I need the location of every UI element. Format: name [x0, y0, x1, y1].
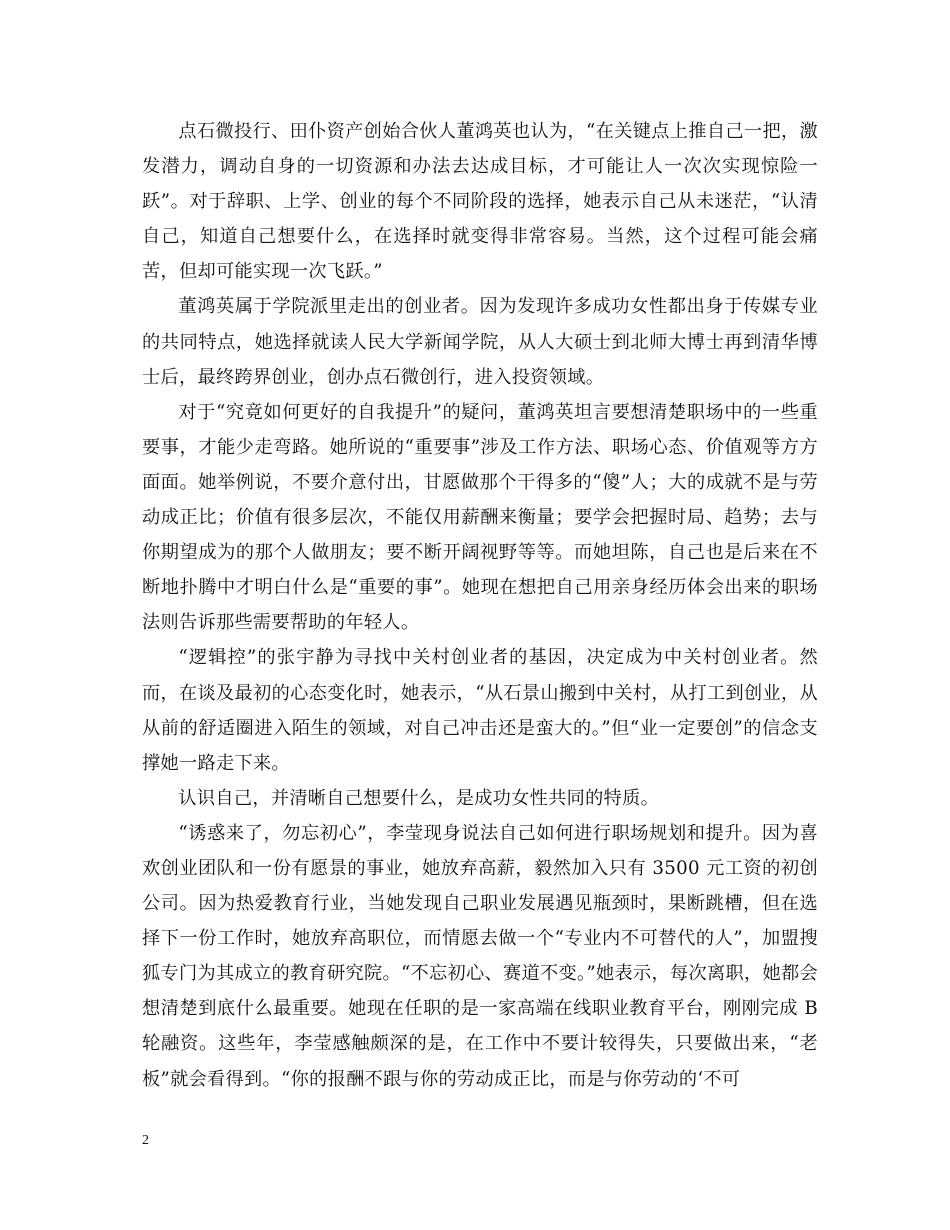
- paragraph: 对于“究竟如何更好的自我提升”的疑问，董鸿英坦言要想清楚职场中的一些重要事，才能少走弯路。她所说的“重要事”涉及工作方法、职场心态、价值观等方方面面。她举例说，不要介意付出，甘愿做那个干得多的“傻”人；大的成就不是与劳动成正比；价值有很多层次，不能仅用薪酬来衡量；要学会把握时局、趋势；去与你期望成为的那个人做朋友；要不断开阔视野等等。而她坦陈，自己也是后来在不断地扑腾中才明白什么是“重要的事”。她现在想把自己用亲身经历体会出来的职场法则告诉那些需要帮助的年轻人。: [142, 401, 818, 634]
- body-text: [142, 114, 818, 1097]
- paragraph: “逻辑控”的张宇静为寻找中关村创业者的基因，决定成为中关村创业者。然而，在谈及最初的心态变化时，她表示，“从石景山搬到中关村，从打工到创业，从从前的舒适圈进入陌生的领域，对自己冲击还是蛮大的。”但“业一定要创”的信念支撑她一路走下来。: [142, 647, 818, 774]
- paragraph: 董鸿英属于学院派里走出的创业者。因为发现许多成功女性都出身于传媒专业的共同特点，她选择就读人民大学新闻学院，从人大硕士到北师大博士再到清华博士后，最终跨界创业，创办点石微创行，进入投资领域。: [142, 296, 818, 388]
- paragraph: 认识自己，并清晰自己想要什么，是成功女性共同的特质。: [178, 787, 660, 809]
- page-number: 2: [142, 1133, 149, 1148]
- paragraph: “诱惑来了，勿忘初心”，李莹现身说法自己如何进行职场规划和提升。因为喜欢创业团队和一份有愿景的事业，她放弃高薪，毅然加入只有 3500 元工资的初创公司。因为热爱教育行业，当她发现自己职业发展遇见瓶颈时，果断跳槽，但在选择下一份工作时，她放弃高职位，而情愿去做一个“专业内不可替代的人”，加盟搜狐专门为其成立的教育研究院。“不忘初心、赛道不变。”她表示，每次离职，她都会想清楚到底什么最重要。她现在任职的是一家高端在线职业教育平台，刚刚完成 B 轮融资。这些年，李莹感触颇深的是，在工作中不要计较得失，只要做出来，“老板”就会看得到。“你的报酬不跟与你的劳动成正比，而是与你劳动的‘不可: [142, 822, 818, 1090]
- paragraph: 点石微投行、田仆资产创始合伙人董鸿英也认为，“在关键点上推自己一把，激发潜力，调动自身的一切资源和办法去达成目标，才可能让人一次次实现惊险一跃”。对于辞职、上学、创业的每个不同阶段的选择，她表示自己从未迷茫，“认清自己，知道自己想要什么，在选择时就变得非常容易。当然，这个过程可能会痛苦，但却可能实现一次飞跃。”: [142, 121, 818, 283]
